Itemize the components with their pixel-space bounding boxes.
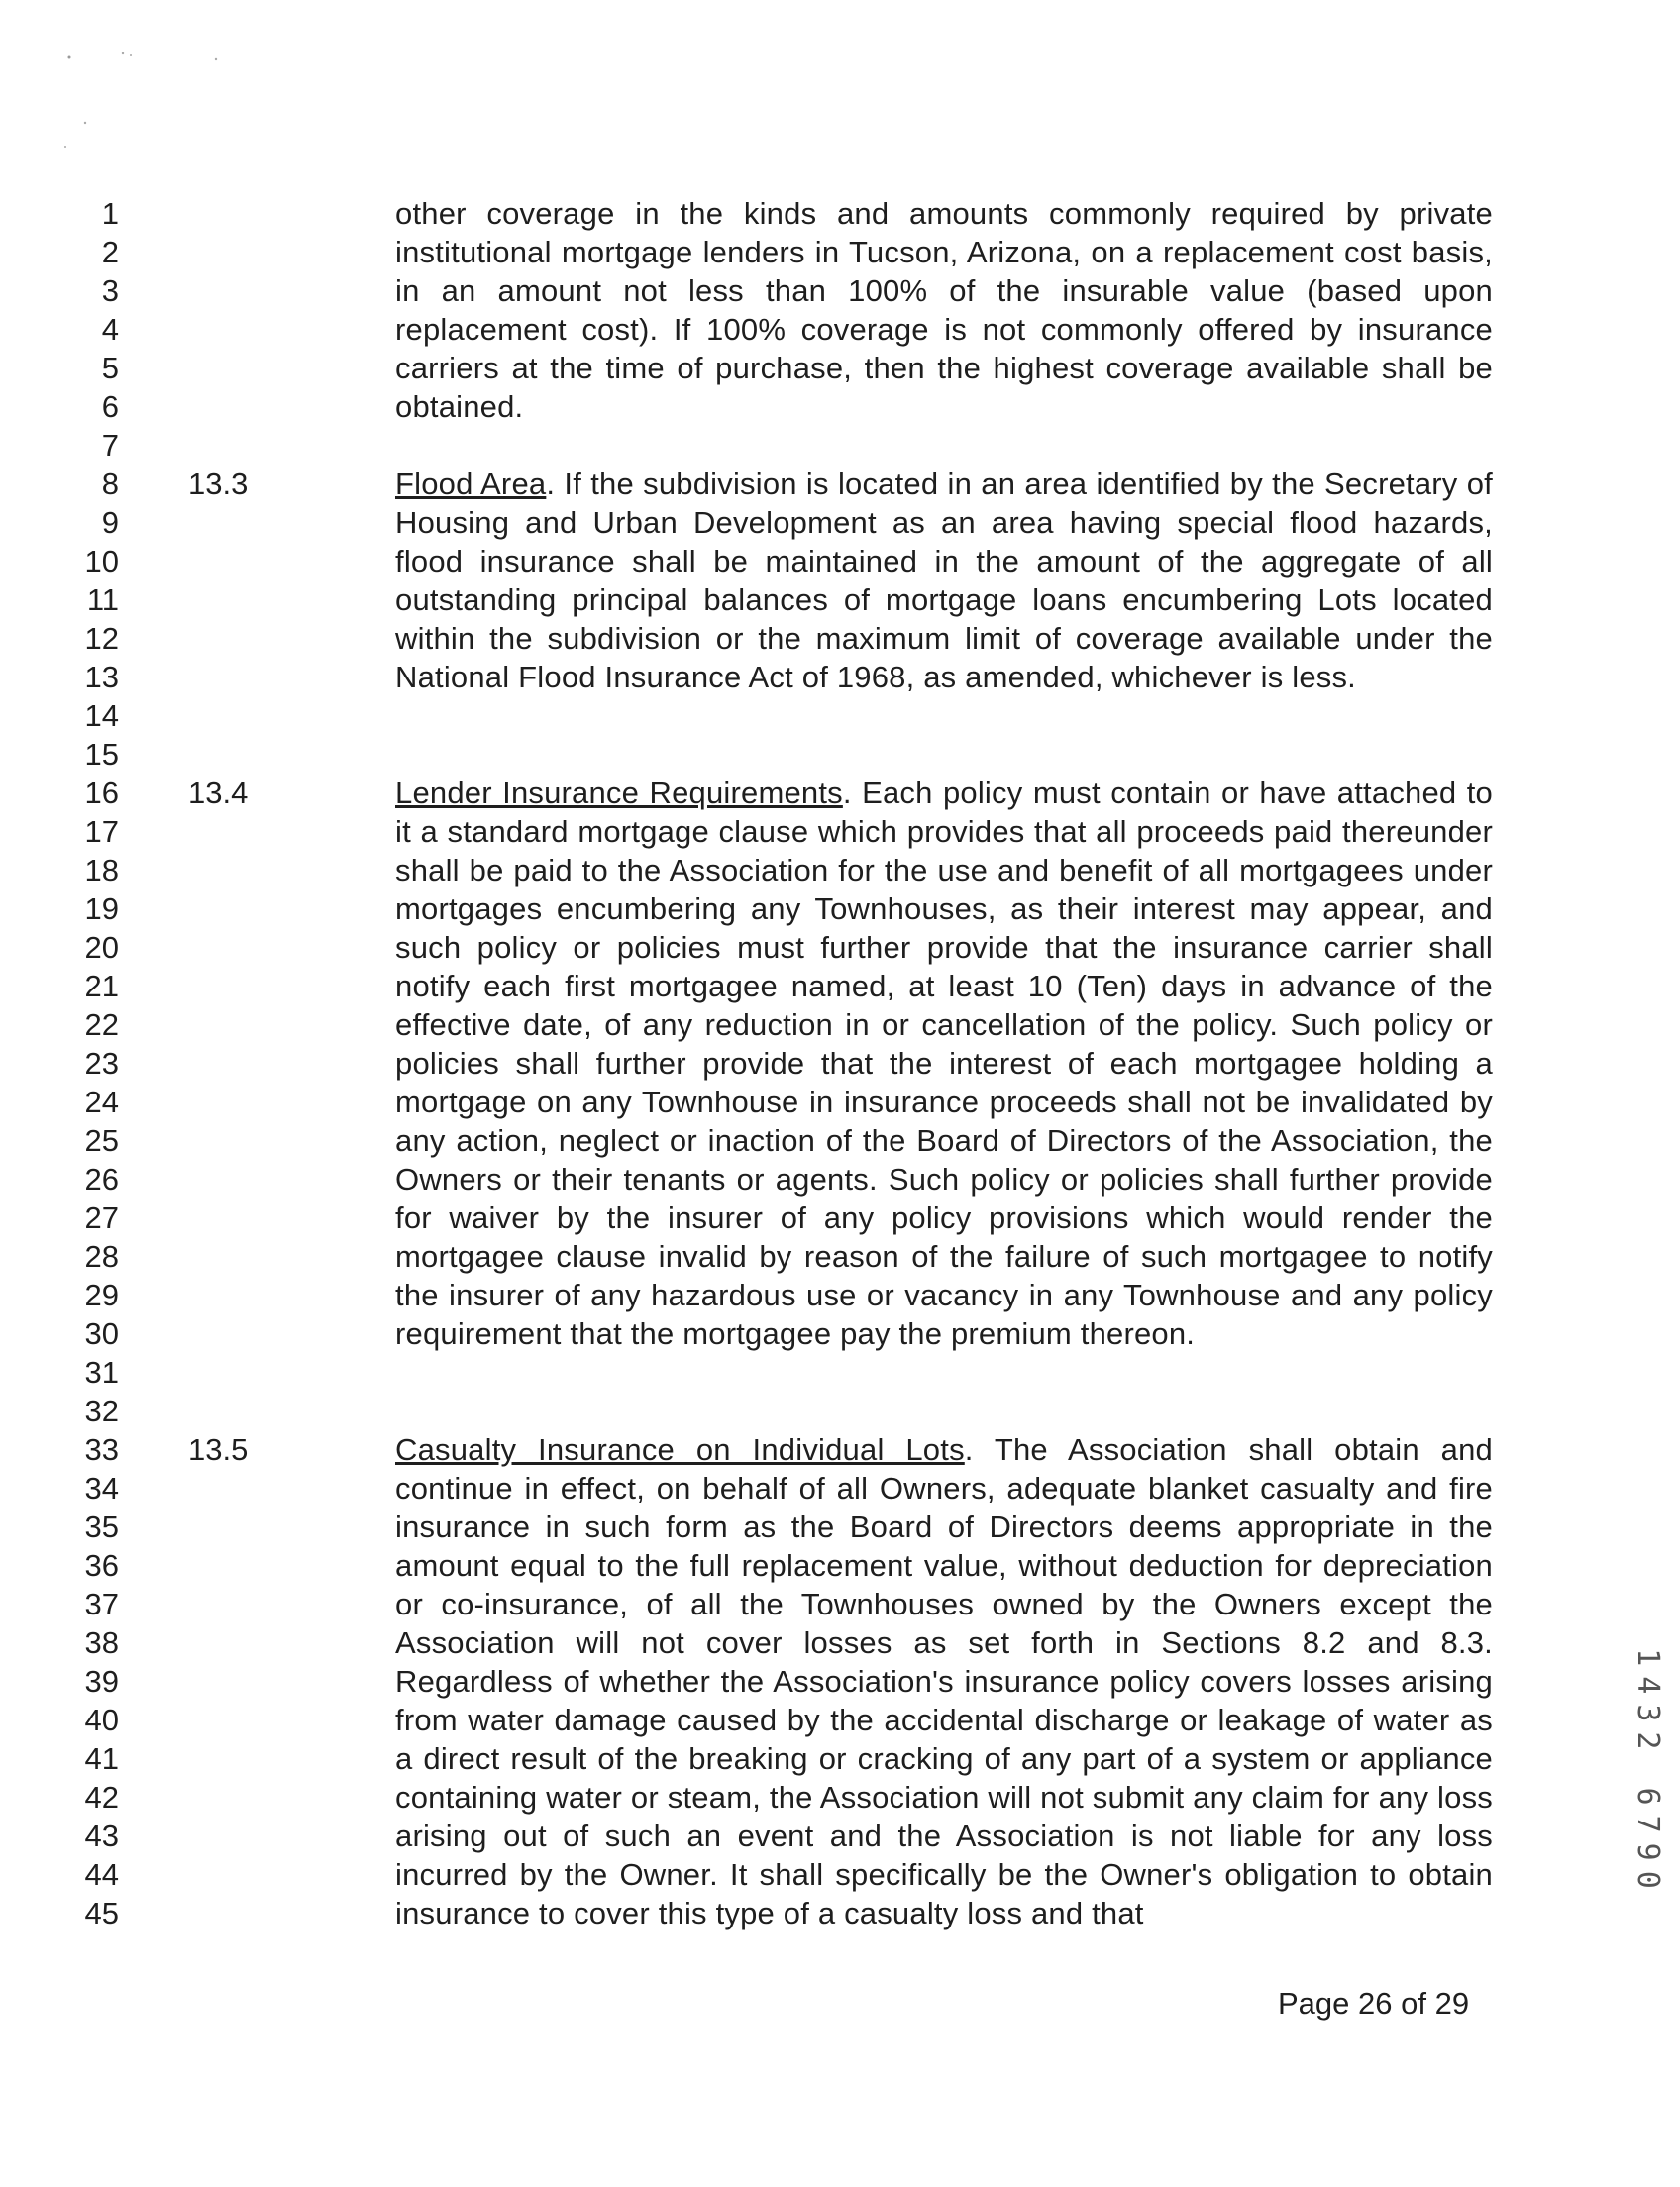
line-number: 39 xyxy=(84,1664,119,1699)
line-number: 34 xyxy=(84,1471,119,1506)
section-body: . The Association shall obtain and continue in effect, on behalf of all Owners, adequate blanket casualty and fire insurance in such form as the Board of Directors deems appropriate in the amount equal to the full replacement value, without deduction for depreciation or co-insurance, of all the Townhouses owned by the Owners except the Association will not cover losses as set forth in Sections 8.2 and 8.3. Regardless of whether the Association's insurance policy covers losses arising from water damage caused by the accidental discharge or leakage of water as a direct result of the breaking or cracking of any part of a system or appliance containing water or steam, the Association will not submit any claim for any loss arising out of such an event and the Association is not liable for any loss incurred by the Owner. It shall specifically be the Owner's obligation to obtain insurance to cover this type of a casualty loss and that xyxy=(395,1432,1493,1930)
line-number: 33 xyxy=(84,1432,119,1467)
line-number: 24 xyxy=(84,1085,119,1119)
section-13-5-paragraph xyxy=(395,1430,1493,1932)
line-number: 10 xyxy=(84,544,119,578)
line-number: 9 xyxy=(101,505,119,540)
line-number: 30 xyxy=(84,1316,119,1351)
section-heading: Lender Insurance Requirements xyxy=(395,776,843,810)
stamp-text: 1432 6790 xyxy=(1629,1647,1665,1899)
section-body: . Each policy must contain or have attached to it a standard mortgage clause which provides that all proceeds paid thereunder shall be paid to the Association for the use and benefit of all mortgagees under mortgages encumbering any Townhouses, as their interest may appear, and such policy or policies must further provide that the insurance carrier shall notify each first mortgagee named, at least 10 (Ten) days in advance of the effective date, of any reduction in or cancellation of the policy. Such policy or policies shall further provide that the interest of each mortgagee holding a mortgage on any Townhouse in insurance proceeds shall not be invalidated by any action, neglect or inaction of the Board of Directors of the Association, the Owners or their tenants or agents. Such policy or policies shall further provide for waiver by the insurer of any policy provisions which would render the mortgagee clause invalid by reason of the failure of such mortgagee to notify the insurer of any hazardous use or vacancy in any Townhouse and any policy requirement that the mortgagee pay the premium thereon. xyxy=(395,776,1494,1351)
continuation-paragraph xyxy=(395,194,1493,426)
section-13-4-paragraph xyxy=(395,774,1493,1353)
line-number: 16 xyxy=(84,776,119,810)
line-number: 14 xyxy=(84,698,119,733)
line-number: 13 xyxy=(84,660,119,694)
section-heading: Casualty Insurance on Individual Lots xyxy=(395,1432,965,1467)
line-number: 40 xyxy=(84,1703,119,1737)
line-number: 31 xyxy=(84,1355,119,1390)
line-number: 41 xyxy=(84,1741,119,1776)
section-body: . If the subdivision is located in an area identified by the Secretary of Housing and Urban Development as an area having special flood hazards, flood insurance shall be maintained in the amount of the aggregate of all outstanding principal balances of mortgage loans encumbering Lots located within the subdivision or the maximum limit of coverage available under the National Flood Insurance Act of 1968, as amended, whichever is less. xyxy=(395,467,1493,694)
line-number: 21 xyxy=(84,969,119,1003)
line-number: 45 xyxy=(84,1896,119,1930)
line-number: 36 xyxy=(84,1548,119,1583)
line-number: 38 xyxy=(84,1625,119,1660)
page-number: Page 26 of 29 xyxy=(1278,1986,1470,2021)
line-number: 23 xyxy=(84,1046,119,1081)
line-number: 18 xyxy=(84,853,119,887)
line-number: 22 xyxy=(84,1007,119,1042)
line-number: 43 xyxy=(84,1819,119,1853)
section-number: 13.3 xyxy=(188,467,249,501)
line-number: 7 xyxy=(101,428,119,463)
line-number: 1 xyxy=(101,196,119,231)
section-number: 13.4 xyxy=(188,776,249,810)
line-number: 37 xyxy=(84,1587,119,1621)
line-number: 26 xyxy=(84,1162,119,1197)
line-number: 2 xyxy=(101,235,119,269)
line-number: 15 xyxy=(84,737,119,772)
recording-stamp xyxy=(1629,1590,1665,1956)
section-13-3-paragraph xyxy=(395,465,1493,696)
line-number: 44 xyxy=(84,1857,119,1892)
line-number: 28 xyxy=(84,1239,119,1274)
line-number: 25 xyxy=(84,1123,119,1158)
line-number: 42 xyxy=(84,1780,119,1815)
line-number: 32 xyxy=(84,1394,119,1428)
line-number: 17 xyxy=(84,814,119,849)
line-number: 19 xyxy=(84,891,119,926)
line-number: 4 xyxy=(101,312,119,347)
line-number: 8 xyxy=(101,467,119,501)
continuation-text: other coverage in the kinds and amounts commonly required by private institutional mortgage lenders in Tucson, Arizona, on a replacement cost basis, in an amount not less than 100% of the insurable value (based upon replacement cost). If 100% coverage is not commonly offered by insurance carriers at the time of purchase, then the highest coverage available shall be obtained. xyxy=(395,196,1493,424)
line-number: 12 xyxy=(84,621,119,656)
line-number: 5 xyxy=(101,351,119,385)
section-heading: Flood Area xyxy=(395,467,547,501)
line-number: 27 xyxy=(84,1200,119,1235)
line-number: 6 xyxy=(101,389,119,424)
line-number: 3 xyxy=(101,273,119,308)
line-number: 29 xyxy=(84,1278,119,1312)
line-number-column xyxy=(59,194,119,1932)
line-number: 11 xyxy=(86,582,119,617)
section-number: 13.5 xyxy=(188,1432,249,1467)
line-number: 20 xyxy=(84,930,119,965)
scan-specks xyxy=(40,40,238,158)
line-number: 35 xyxy=(84,1510,119,1544)
